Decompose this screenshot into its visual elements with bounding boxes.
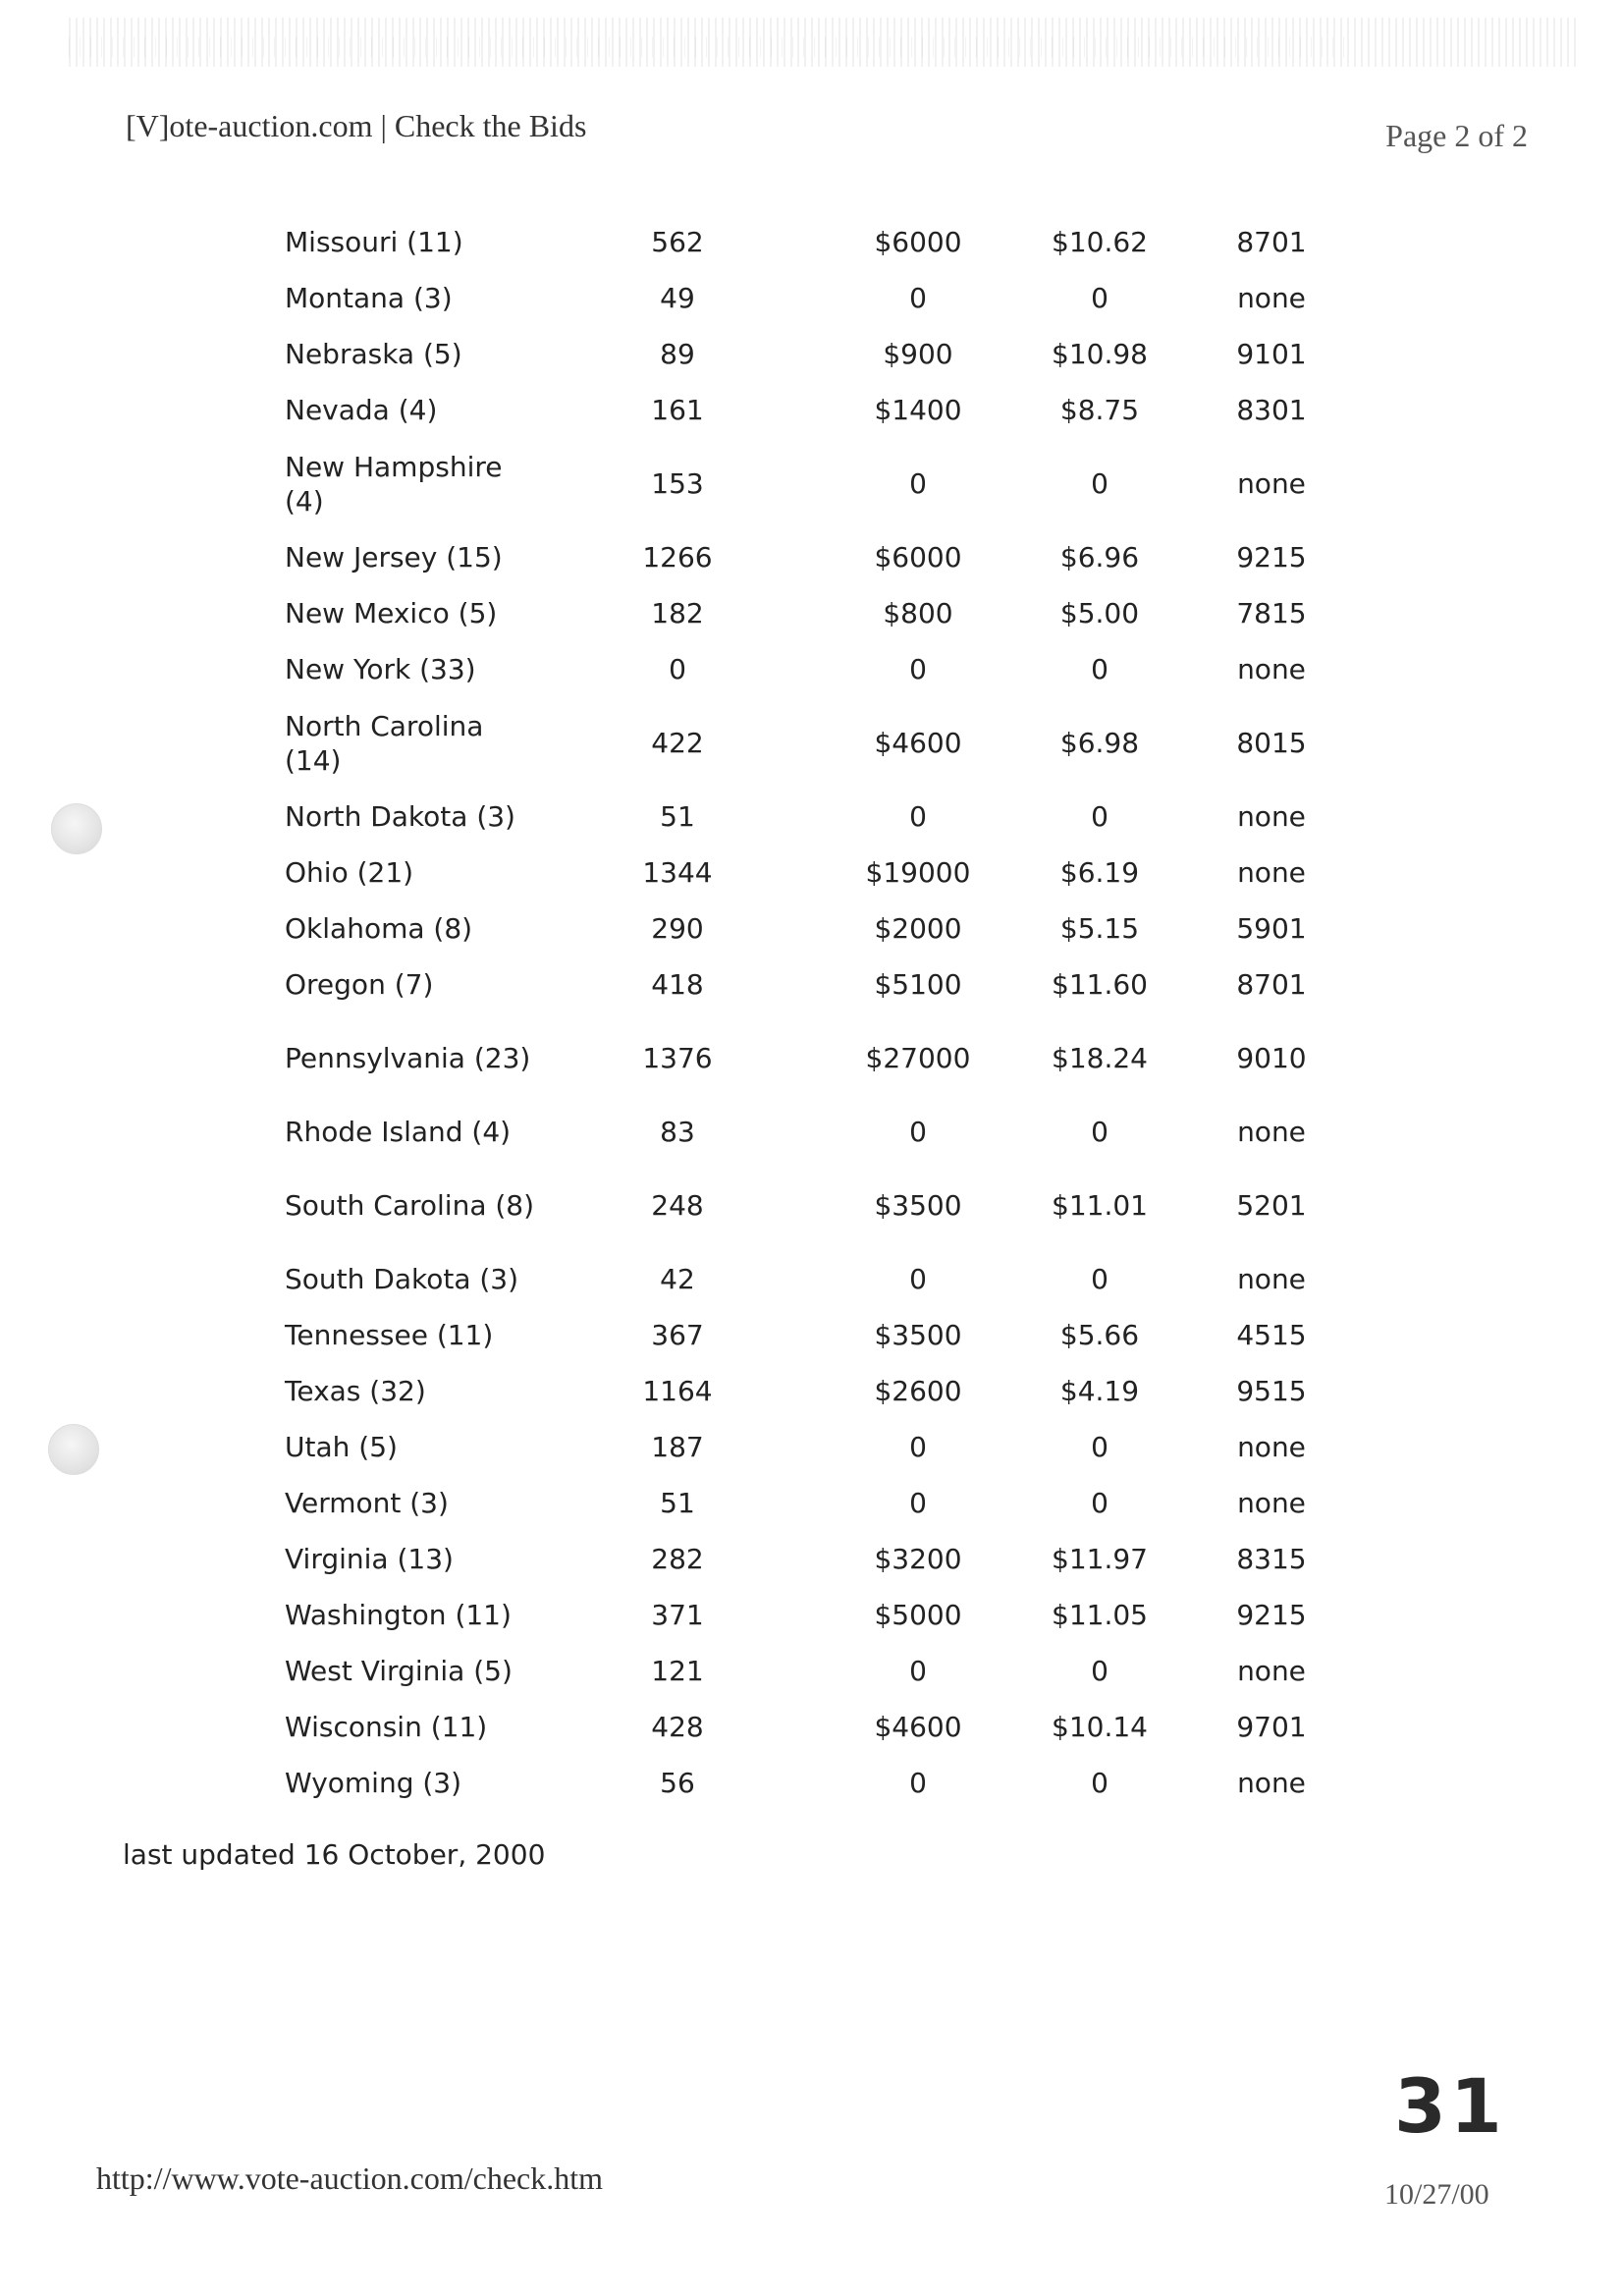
votes-cell: 89 [660,338,695,370]
state-cell: Missouri (11) [285,226,463,258]
amount-cell: 0 [909,1487,927,1519]
price-cell: 0 [1091,800,1108,833]
state-cell: Oregon (7) [285,968,434,1001]
votes-cell: 182 [651,597,704,629]
state-cell: Montana (3) [285,282,453,314]
state-cell: Oklahoma (8) [285,912,473,945]
table-row [0,1251,1622,1307]
zip-cell: none [1237,1431,1306,1463]
table-row [0,382,1622,438]
price-cell: $11.05 [1052,1599,1148,1631]
price-cell: $11.01 [1052,1189,1148,1222]
table-row [0,1755,1622,1811]
amount-cell: $2600 [874,1375,962,1407]
votes-cell: 418 [651,968,704,1001]
zip-cell: none [1237,467,1306,500]
state-cell: West Virginia (5) [285,1655,513,1687]
price-cell: 0 [1091,1767,1108,1799]
price-cell: $18.24 [1052,1042,1148,1074]
zip-cell: none [1237,282,1306,314]
price-cell: $6.96 [1059,541,1140,574]
state-cell: New York (33) [285,653,476,685]
table-row [0,1475,1622,1531]
state-cell: Wisconsin (11) [285,1711,488,1743]
amount-cell: 0 [909,1431,927,1463]
state-cell: Texas (32) [285,1375,426,1407]
votes-cell: 1344 [642,856,713,889]
amount-cell: $2000 [874,912,962,945]
price-cell: 0 [1091,467,1108,500]
amount-cell: 0 [909,1263,927,1295]
table-row [0,1160,1622,1251]
scan-noise-top-line [69,37,1345,57]
table-row [0,641,1622,697]
table-row [0,585,1622,641]
amount-cell: 0 [909,282,927,314]
state-cell: Ohio (21) [285,856,414,889]
votes-cell: 42 [660,1263,695,1295]
table-row [0,1419,1622,1475]
state-cell: New Jersey (15) [285,541,503,574]
zip-cell: 5901 [1236,912,1307,945]
zip-cell: none [1237,1263,1306,1295]
table-row [0,214,1622,270]
zip-cell: 4515 [1236,1319,1307,1351]
table-row [0,697,1622,789]
table-row [0,1012,1622,1104]
state-cell: Nebraska (5) [285,338,462,370]
votes-cell: 56 [660,1767,695,1799]
price-cell: $6.98 [1059,727,1140,759]
price-cell: $5.15 [1059,912,1140,945]
price-cell: 0 [1091,1487,1108,1519]
zip-cell: 9101 [1236,338,1307,370]
amount-cell: $27000 [865,1042,971,1074]
amount-cell: 0 [909,1655,927,1687]
amount-cell: $5100 [874,968,962,1001]
votes-cell: 0 [669,653,686,685]
zip-cell: 9010 [1236,1042,1307,1074]
table-row [0,1363,1622,1419]
amount-cell: 0 [909,653,927,685]
state-cell: North Dakota (3) [285,800,515,833]
amount-cell: $3500 [874,1189,962,1222]
votes-cell: 1164 [642,1375,713,1407]
votes-cell: 161 [651,394,704,426]
table-row [0,1699,1622,1755]
price-cell: $11.60 [1052,968,1148,1001]
votes-cell: 367 [651,1319,704,1351]
votes-cell: 428 [651,1711,704,1743]
amount-cell: 0 [909,467,927,500]
table-row [0,789,1622,845]
votes-cell: 562 [651,226,704,258]
price-cell: $10.62 [1052,226,1148,258]
votes-cell: 290 [651,912,704,945]
zip-cell: 8301 [1236,394,1307,426]
table-row [0,1643,1622,1699]
page-number: Page 2 of 2 [1385,118,1528,153]
votes-cell: 51 [660,800,695,833]
table-row [0,270,1622,326]
state-cell: Nevada (4) [285,394,438,426]
state-cell: South Dakota (3) [285,1263,519,1295]
amount-cell: $3200 [874,1543,962,1575]
state-cell: Virginia (13) [285,1543,454,1575]
zip-cell: 9215 [1236,1599,1307,1631]
votes-cell: 121 [651,1655,704,1687]
footer-date: 10/27/00 [1384,2178,1489,2211]
table-row [0,438,1622,529]
table-row [0,326,1622,382]
amount-cell: 0 [909,1767,927,1799]
amount-cell: $6000 [874,541,962,574]
zip-cell: none [1237,800,1306,833]
amount-cell: $19000 [865,856,971,889]
amount-cell: $5000 [874,1599,962,1631]
last-updated-note: last updated 16 October, 2000 [123,1838,546,1871]
votes-cell: 51 [660,1487,695,1519]
votes-cell: 422 [651,727,704,759]
price-cell: $4.19 [1059,1375,1140,1407]
table-row [0,957,1622,1012]
table-row [0,1587,1622,1643]
state-cell: New Mexico (5) [285,597,498,629]
price-cell: $5.00 [1059,597,1140,629]
page-header-title: [V]ote-auction.com | Check the Bids [126,108,587,143]
state-cell: South Carolina (8) [285,1189,535,1222]
table-row [0,845,1622,901]
votes-cell: 49 [660,282,695,314]
zip-cell: 9215 [1236,541,1307,574]
price-cell: 0 [1091,1431,1108,1463]
price-cell: $6.19 [1059,856,1140,889]
table-row [0,1531,1622,1587]
zip-cell: none [1237,1655,1306,1687]
votes-cell: 371 [651,1599,704,1631]
price-cell: $11.97 [1052,1543,1148,1575]
amount-cell: $3500 [874,1319,962,1351]
footer-url: http://www.vote-auction.com/check.htm [96,2160,604,2196]
table-row [0,1307,1622,1363]
votes-cell: 187 [651,1431,704,1463]
zip-cell: 7815 [1236,597,1307,629]
state-cell: North Carolina (14) [285,709,484,777]
amount-cell: $1400 [874,394,962,426]
zip-cell: 9515 [1236,1375,1307,1407]
table-row [0,901,1622,957]
amount-cell: $4600 [874,1711,962,1743]
amount-cell: $900 [883,338,953,370]
amount-cell: $800 [883,597,953,629]
table-row [0,1104,1622,1160]
zip-cell: 5201 [1236,1189,1307,1222]
price-cell: 0 [1091,1263,1108,1295]
price-cell: $10.98 [1052,338,1148,370]
price-cell: 0 [1091,1116,1108,1148]
state-cell: Utah (5) [285,1431,398,1463]
votes-cell: 1376 [642,1042,713,1074]
price-cell: 0 [1091,653,1108,685]
votes-cell: 282 [651,1543,704,1575]
zip-cell: 8315 [1236,1543,1307,1575]
amount-cell: $4600 [874,727,962,759]
zip-cell: 9701 [1236,1711,1307,1743]
price-cell: $10.14 [1052,1711,1148,1743]
amount-cell: 0 [909,800,927,833]
state-cell: New Hampshire (4) [285,450,503,518]
zip-cell: 8701 [1236,968,1307,1001]
state-cell: Pennsylvania (23) [285,1042,531,1074]
price-cell: 0 [1091,1655,1108,1687]
state-cell: Washington (11) [285,1599,512,1631]
votes-cell: 83 [660,1116,695,1148]
state-cell: Rhode Island (4) [285,1116,512,1148]
handwritten-page-number: 31 [1394,2062,1506,2150]
zip-cell: 8015 [1236,727,1307,759]
state-cell: Vermont (3) [285,1487,449,1519]
zip-cell: none [1237,1487,1306,1519]
zip-cell: none [1237,653,1306,685]
price-cell: $8.75 [1059,394,1140,426]
votes-cell: 153 [651,467,704,500]
price-cell: 0 [1091,282,1108,314]
state-cell: Tennessee (11) [285,1319,494,1351]
bids-table [0,214,1622,1811]
zip-cell: 8701 [1236,226,1307,258]
amount-cell: 0 [909,1116,927,1148]
amount-cell: $6000 [874,226,962,258]
votes-cell: 1266 [642,541,713,574]
zip-cell: none [1237,1116,1306,1148]
table-row [0,529,1622,585]
price-cell: $5.66 [1059,1319,1140,1351]
zip-cell: none [1237,1767,1306,1799]
zip-cell: none [1237,856,1306,889]
votes-cell: 248 [651,1189,704,1222]
state-cell: Wyoming (3) [285,1767,462,1799]
